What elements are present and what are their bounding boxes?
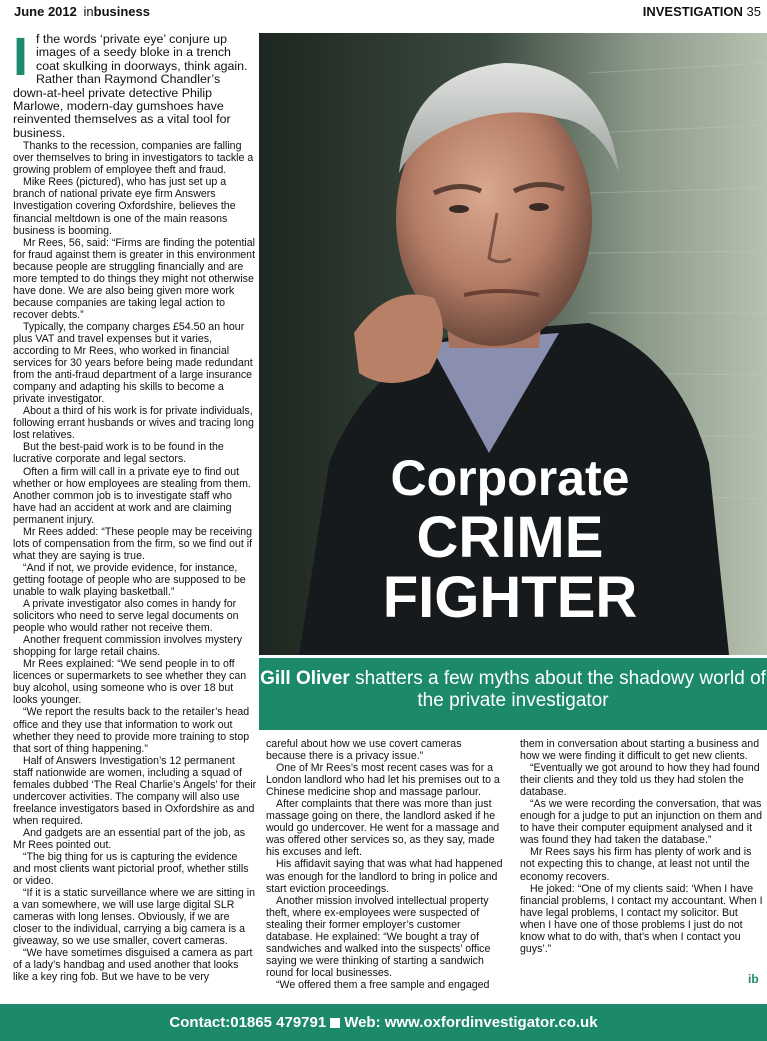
- section-name: INVESTIGATION: [642, 4, 743, 19]
- drop-cap: I: [13, 27, 29, 87]
- article-column-2: [266, 738, 504, 991]
- paragraph: But the best-paid work is to be found in the lucrative corporate and legal sectors.: [13, 441, 224, 466]
- paragraph: “The big thing for us is capturing the evidence and most clients want pictorial proof, whether stills or video.: [13, 851, 249, 888]
- paragraph: He joked: “One of my clients said: ‘When I have financial problems, I contact my accountant. When I have legal problems, I contact my solicitor. But when I have one of those problems I just do not know what to do with, that’s when I contact you guys’.”: [520, 882, 763, 955]
- paragraph: His affidavit saying that was what had happened was enough for the landlord to bring in police and start eviction proceedings.: [266, 858, 503, 895]
- headline-line-1: Corporate: [390, 450, 630, 506]
- paragraph: “As we were recording the conversation, that was enough for a judge to put an injunction on them and to have their computer equipment analysed and it was found they had taken the database.”: [520, 798, 763, 847]
- paragraph: Typically, the company charges £54.50 an hour plus VAT and travel expenses but it varies, according to Mr Rees, who worked in financial services for 30 years before being made redundant from the anti-fraud department of a large insurance company and adapting his skills to become a private investigator.: [13, 320, 253, 406]
- standfirst-body: shatters a few myths about the shadowy world of the private investigator: [349, 668, 766, 711]
- paragraph: “We have sometimes disguised a camera as part of a lady’s handbag and used another that looks like a key ring fob. But we have to be very: [13, 947, 253, 984]
- paragraph: One of Mr Rees’s most recent cases was for a London landlord who had let his premises out to a Chinese medicine shop and massage parlour.: [266, 762, 500, 799]
- paragraph: Thanks to the recession, companies are falling over themselves to bring in investigators to tackle a growing problem of employee theft and fraud.: [13, 140, 254, 177]
- paragraph: About a third of his work is for private individuals, following errant husbands or wives and tracing long lost relatives.: [13, 405, 254, 442]
- issue-date-text: June 2012: [14, 4, 77, 19]
- standfirst-banner: [259, 658, 767, 730]
- paragraph: Mr Rees says his firm has plenty of work and is not expecting this to change, at least not until the economy recovers.: [520, 846, 752, 883]
- section-label: [643, 4, 761, 19]
- brand-business: business: [93, 4, 150, 19]
- headline: [300, 448, 720, 628]
- paragraph: “And if not, we provide evidence, for instance, getting footage of people who are supposed to be unable to walk playing basketball.”: [13, 561, 246, 598]
- paragraph: careful about how we use covert cameras because there is a privacy issue.”: [266, 738, 462, 763]
- issue-date: [14, 4, 150, 19]
- paragraph: them in conversation about starting a business and how we were finding it difficult to get new clients.: [520, 738, 760, 763]
- standfirst-text: [259, 658, 767, 712]
- headline-line-2: CRIME: [416, 505, 604, 570]
- paragraph: Mr Rees added: “These people may be receiving lots of compensation from the firm, so we find out if what they are saying is true.: [13, 525, 253, 562]
- paragraph: Mike Rees (pictured), who has just set up a branch of national private eye firm Answers Investigation covering Oxfordshire, believes the financial meltdown is one of the main reasons business is booming.: [13, 176, 236, 237]
- brand-in: in: [83, 4, 94, 19]
- end-mark: ib: [748, 972, 759, 986]
- contact-phone: Contact:01865 479791: [169, 1014, 327, 1031]
- contact-web[interactable]: Web: www.oxfordinvestigator.co.uk: [344, 1014, 598, 1031]
- article-column-3: [520, 738, 765, 955]
- page-header: [0, 0, 767, 24]
- paragraph: “We offered them a free sample and engaged: [276, 978, 490, 991]
- paragraph: “Eventually we got around to how they had found their clients and they told us they had stolen the database.: [520, 762, 760, 799]
- lead-text: f the words ‘private eye’ conjure up images of a seedy bloke in a trench coat skulking in doorways, think again. Rather than Raymond Chandler’s down-at-heel private detective Philip Marlowe, modern-day gumshoes have reinvented themselves as a vital tool for business.: [13, 32, 248, 140]
- paragraph: Another frequent commission involves mystery shopping for large retail chains.: [13, 634, 243, 659]
- paragraph: Mr Rees, 56, said: “Firms are finding the potential for fraud against them is greater in this environment because people are struggling financially and are more tempted to do things they might not otherwise have done. We are also being given more work because companies are taking legal action to recover debts.”: [13, 236, 256, 321]
- article-column-1: [13, 27, 257, 984]
- paragraph: Often a firm will call in a private eye to find out whether or how employees are stealing from them. Another common job is to investigate staff who have had an accident at work and are claiming permanent injury.: [13, 465, 251, 526]
- separator-square-icon: [330, 1018, 340, 1028]
- paragraph: Mr Rees explained: “We send people in to off licences or supermarkets to see whether they can buy alcohol, using someone who is over 18 but looks younger.: [13, 658, 247, 707]
- lead-paragraph: [13, 27, 257, 140]
- paragraph: Another mission involved intellectual property theft, where ex-employees were suspected of stealing their former employer’s customer database. He explained: “We bought a tray of sandwiches and walked into the suspects’ office saying we were thinking of starting a sandwich round for local businesses.: [266, 894, 491, 979]
- author-name: Gill Oliver: [260, 668, 350, 689]
- paragraph: And gadgets are an essential part of the job, as Mr Rees pointed out.: [13, 826, 246, 851]
- paragraph: “We report the results back to the retailer’s head office and they use that information to work out whether they need to provide more training to stop that sort of thing happening.”: [13, 706, 250, 755]
- contact-footer: [0, 1004, 767, 1041]
- page-number: 35: [746, 4, 761, 19]
- paragraph: After complaints that there was more than just massage going on there, the landlord asked if he would go undercover. He went for a massage and was offered other services so, as they say, made his excuses and left.: [266, 798, 500, 859]
- paragraph: A private investigator also comes in handy for solicitors who need to serve legal documents on people who would rather not receive them.: [13, 598, 239, 635]
- headline-line-3: FIGHTER: [382, 565, 638, 630]
- paragraph: Half of Answers Investigation’s 12 permanent staff nationwide are women, including a squad of females dubbed ‘The Real Charlie’s Angels’ for their undercover activities. The company will also use freelance investigators based in Oxfordshire as and when required.: [13, 754, 257, 827]
- paragraph: “If it is a static surveillance where we are sitting in a van somewhere, we will use large digital SLR cameras with long lenses. Obviously, if we are closer to the individual, carrying a big camera is a giveaway, so we use smaller, covert cameras.: [13, 887, 255, 948]
